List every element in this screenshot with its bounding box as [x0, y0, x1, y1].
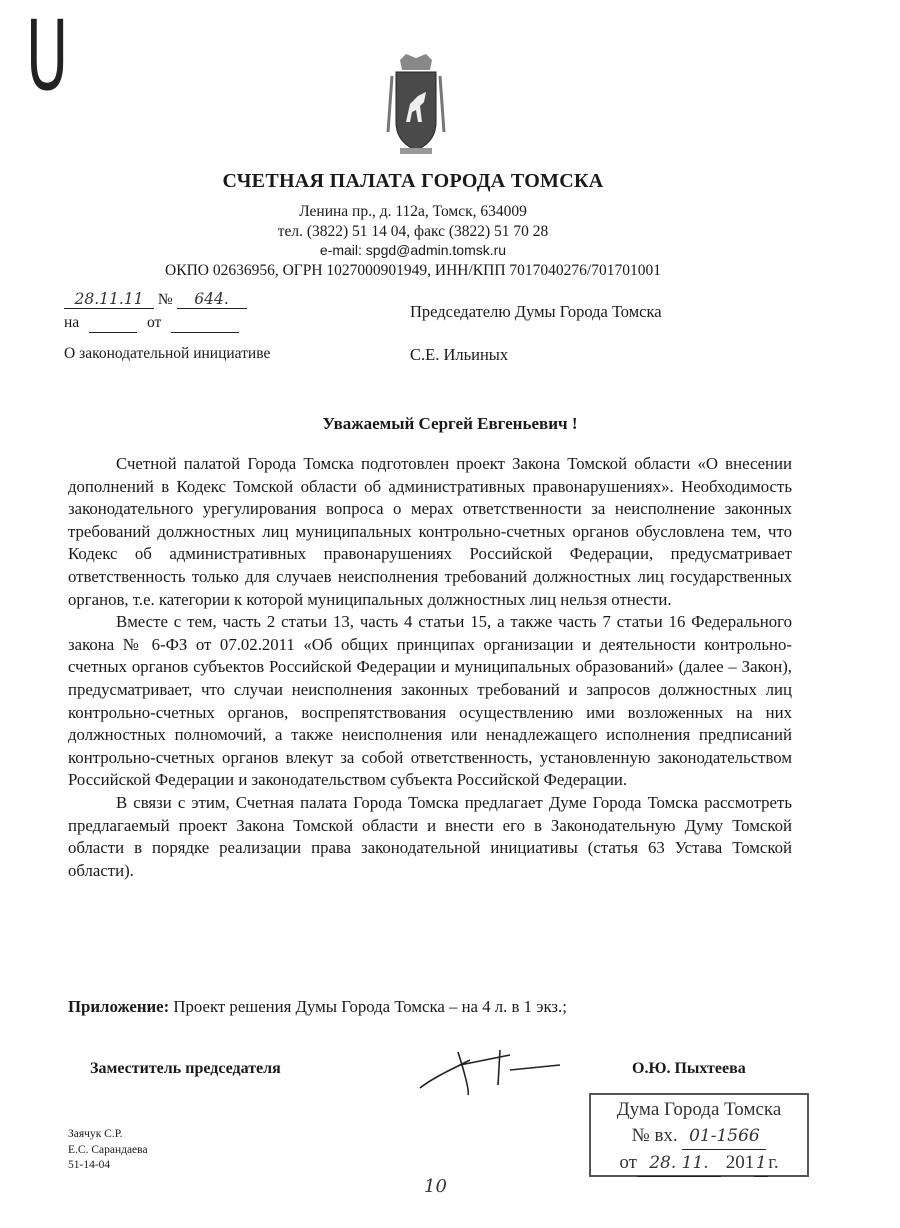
attachment-text: Проект решения Думы Города Томска – на 4 л. в 1 экз.;: [169, 997, 567, 1016]
executors: [68, 1127, 148, 1174]
from-label: от: [146, 314, 162, 331]
paragraph: В связи с этим, Счетная палата Города Томска предлагает Думе Города Томска рассмотреть предлагаемый проект Закона Томской области и внести его в Законодательную Думу Томской области в порядке реализации права законодательной инициативы (статья 63 Устава Томской области).: [68, 792, 792, 880]
letter-body: [68, 453, 792, 882]
stamp-date: 28. 11.: [637, 1150, 721, 1177]
outgoing-number-line: [64, 290, 247, 309]
handwritten-signature: [410, 1040, 580, 1100]
addressee-title: Председателю Думы Города Томска: [410, 302, 662, 321]
attachment-label: Приложение:: [68, 997, 170, 1016]
stamp-date-line: от 28. 11. 2011г.: [591, 1150, 807, 1177]
addressee-name: С.Е. Ильиных: [410, 345, 509, 364]
registration-stamp: [589, 1093, 809, 1177]
attachment-line: [68, 997, 567, 1017]
outgoing-date: 28.11.11: [64, 290, 154, 309]
on-label: на: [64, 314, 80, 331]
executor: Е.С. Сарандаева: [68, 1143, 148, 1156]
signer-position: Заместитель председателя: [90, 1060, 281, 1077]
organization-title: СЧЕТНАЯ ПАЛАТА ГОРОДА ТОМСКА: [222, 170, 604, 192]
number-label: №: [157, 291, 173, 308]
signer-name: О.Ю. Пыхтеева: [632, 1060, 746, 1077]
handwritten-page-number: 10: [424, 1176, 447, 1197]
outgoing-number: 644.: [177, 290, 247, 309]
organization-contacts: [0, 202, 826, 280]
stamp-number: 01-1566: [682, 1123, 766, 1150]
stamp-number-line: № вх. 01-1566: [591, 1123, 807, 1150]
email: e-mail: spgd@admin.tomsk.ru: [319, 242, 507, 258]
paragraph: Счетной палатой Города Томска подготовлен проект Закона Томской области «О внесении дополнений в Кодекс Томской области об административных правонарушениях». Необходимость законодательного урегулирования вопроса о мерах ответственности за неисполнение законных требований должностных лиц муниципальных контрольно-счетных органов обусловлена тем, что Кодекс об административных правонарушениях Российской Федерации, предусматривает ответственность только для случаев неисполнения требований должностных лиц государственных органов, т.е. категории к которой муниципальных должностных лиц нельзя отнести.: [68, 454, 792, 609]
executor-phone: 51-14-04: [68, 1159, 111, 1171]
subject: О законодательной инициативе: [64, 345, 271, 362]
stamp-organization: Дума Города Томска: [616, 1099, 782, 1120]
registration-codes: ОКПО 02636956, ОГРН 1027000901949, ИНН/КПП 7017040276/701701001: [165, 261, 661, 279]
reference-line: [64, 314, 239, 333]
greeting: Уважаемый Сергей Евгеньевич !: [322, 414, 578, 433]
address: Ленина пр., д. 112а, Томск, 634009: [299, 203, 527, 220]
phone: тел. (3822) 51 14 04, факс (3822) 51 70 28: [277, 222, 549, 240]
handwritten-corner-mark: U: [26, 0, 69, 112]
tomsk-coat-of-arms-icon: [382, 52, 450, 160]
paragraph: Вместе с тем, часть 2 статьи 13, часть 4 статьи 15, а также часть 7 статьи 16 Федерального закона № 6-ФЗ от 07.02.2011 «Об общих принципах организации и деятельности контрольно-счетных органов субъектов Российской Федерации и муниципальных образований» (далее – Закон), предусматривает, что случаи неисполнения законных требований и запросов должностных лиц контрольно-счетных органов, воспрепятствования осуществлению ими возложенных на них должностных полномочий, а также неисполнения или ненадлежащего исполнения предписаний контрольно-счетных органов влекут за собой ответственность, установленную законодательством Российской Федерации и законодательством субъекта Российской Федерации.: [68, 612, 792, 790]
executor: Заячук С.Р.: [68, 1128, 123, 1140]
